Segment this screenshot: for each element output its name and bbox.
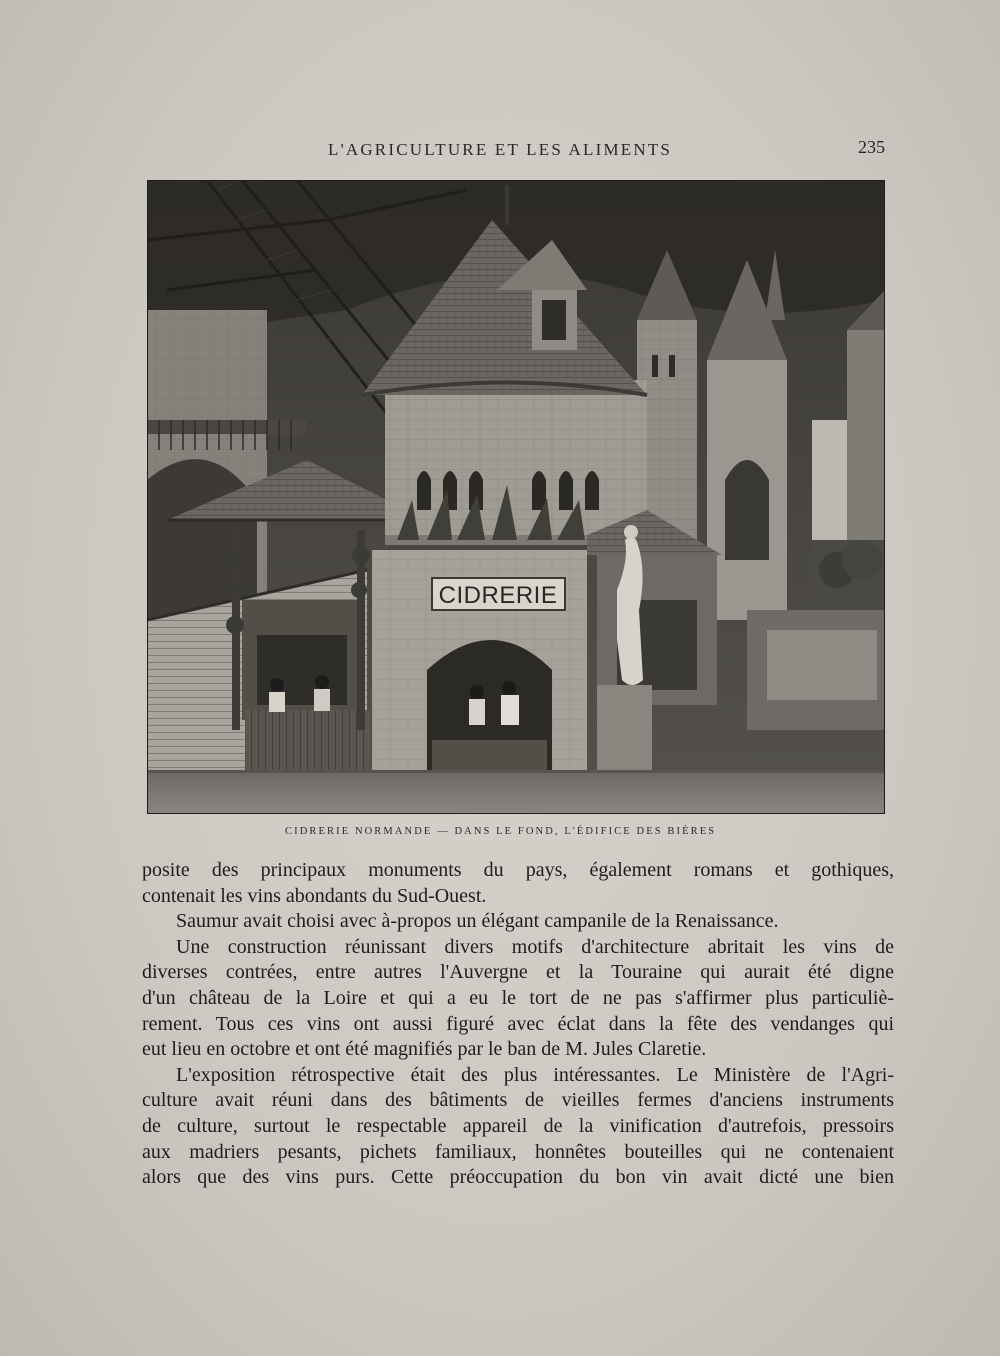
text-line: Une construction réunissant divers motifs d'architecture abritait les vins de xyxy=(176,935,894,958)
paragraph xyxy=(142,1063,894,1191)
figure-caption: CIDRERIE NORMANDE — DANS LE FOND, L'ÉDIFICE DES BIÈRES xyxy=(285,826,717,837)
running-head: L'AGRICULTURE ET LES ALIMENTS xyxy=(328,140,673,159)
text-line: de culture, surtout le respectable appareil de la vinification d'autrefois, pressoirs xyxy=(142,1114,894,1137)
paragraph xyxy=(142,935,894,1063)
text-line: aux madriers pesants, pichets familiaux, honnêtes bouteilles qui ne contenaient xyxy=(142,1140,894,1163)
page-number: 235 xyxy=(858,137,885,157)
text-line: alors que des vins purs. Cette préoccupation du bon vin avait dicté une bien xyxy=(142,1166,894,1189)
cidrerie-sign: CIDRERIE xyxy=(438,582,558,609)
paragraph xyxy=(142,909,894,935)
text-line: culture avait réuni dans des bâtiments de vieilles fermes d'anciens instruments xyxy=(142,1089,894,1112)
text-line: eut lieu en octobre et ont été magnifiés par le ban de M. Jules Claretie. xyxy=(142,1038,707,1061)
text-line: L'exposition rétrospective était des plus intéressantes. Le Ministère de l'Agri- xyxy=(176,1063,894,1086)
paragraph xyxy=(142,858,894,909)
text-line: d'un château de la Loire et qui a eu le tort de ne pas s'affirmer plus particuliè- xyxy=(142,986,894,1009)
text-line: posite des principaux monuments du pays, également romans et gothiques, xyxy=(142,859,894,881)
body-text xyxy=(142,858,894,1191)
text-line: rement. Tous ces vins ont aussi figuré avec éclat dans la fête des vendanges qui xyxy=(142,1012,894,1035)
text-line: diverses contrées, entre autres l'Auvergne et la Touraine qui aurait été digne xyxy=(142,961,894,984)
text-line: Saumur avait choisi avec à-propos un élégant campanile de la Renaissance. xyxy=(176,910,779,933)
photograph-cidrerie-normande xyxy=(147,180,885,814)
text-line: contenait les vins abondants du Sud-Ouest. xyxy=(142,884,487,907)
